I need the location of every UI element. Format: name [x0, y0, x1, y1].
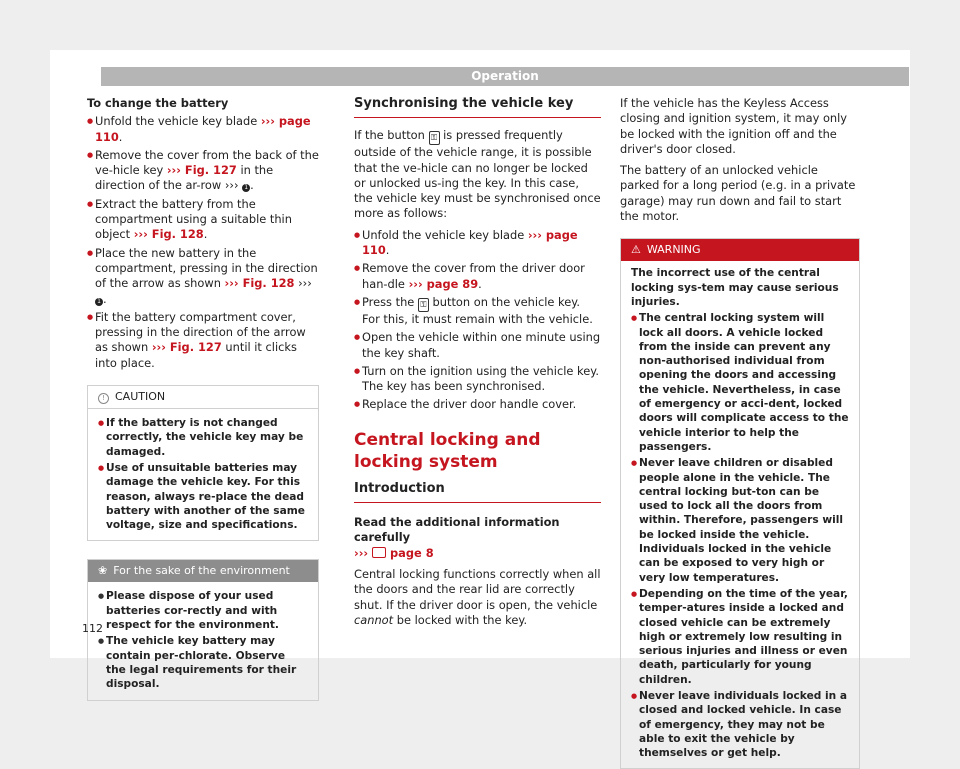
central-locking-paragraph: Central locking functions correctly when all the doors and the rear lid are correctly shut. If the driver door is open, the vehicle cannot be locked with the key. — [354, 566, 601, 627]
list-item: ● Depending on the time of the year, temper-atures inside a locked and closed vehicle can be extremely high or extremely low resulting in serious injuries and illness or even death, particularly for young children. — [631, 587, 849, 687]
figure-link[interactable]: ››› Fig. 128 — [133, 227, 204, 242]
read-more-note: Read the additional information carefully ››› page 8 — [354, 515, 560, 560]
caution-header: ! CAUTION — [88, 386, 318, 409]
list-item: ● Never leave individuals locked in a closed and locked vehicle. In case of emergency, they may not be able to exit the vehicle by themselves or get help. — [631, 689, 849, 760]
environment-header: ❀ For the sake of the environment — [88, 560, 318, 582]
list-item: ● Unfold the vehicle key blade ››› page 110. — [87, 114, 319, 145]
battery-paragraph: The battery of an unlocked vehicle parked for a long period (e.g. in a private garage) may run down and fail to start the motor. — [620, 163, 856, 224]
manual-page — [50, 50, 910, 760]
keyless-paragraph: If the vehicle has the Keyless Access closing and ignition system, it may only be locked with the ignition off and the driver's door closed. — [620, 96, 848, 156]
list-item: ● Unfold the vehicle key blade ››› page 110. — [354, 228, 601, 259]
page-link[interactable]: ››› page 110 — [362, 227, 578, 258]
caution-body — [88, 409, 318, 540]
environment-box — [87, 559, 319, 700]
warning-box — [620, 238, 860, 769]
list-item: ● If the battery is not changed correctly, the vehicle key may be damaged. — [98, 416, 308, 459]
figure-link[interactable]: ››› Fig. 127 — [166, 163, 237, 178]
warning-header: ⚠ WARNING — [621, 239, 859, 261]
list-item: ● Open the vehicle within one minute using the key shaft. — [354, 330, 601, 361]
book-icon — [372, 547, 386, 558]
key-button-icon: ⚿ — [429, 131, 440, 145]
list-item: ● Extract the battery from the compartment using a suitable thin object ››› Fig. 128. — [87, 197, 319, 243]
list-item: ● Replace the driver door handle cover. — [354, 397, 601, 412]
list-item: ● The central locking system will lock all doors. A vehicle locked from the inside can prevent any non-authorised individual from opening the doors and accessing the vehicle. Nevertheless, in case of emergency or acci-dent, locked doors will complicate access to the vehicle interior to help the passengers. — [631, 311, 849, 454]
figure-link[interactable]: ››› Fig. 127 — [151, 340, 222, 355]
list-item: ● Use of unsuitable batteries may damage the vehicle key. For this reason, always re-place the dead battery with another of the same voltage, size and specifications. — [98, 461, 308, 532]
page-link[interactable]: ››› page 8 — [354, 545, 434, 560]
warning-triangle-icon: ⚠ — [631, 243, 641, 257]
list-item: ● Remove the cover from the back of the ve-hicle key ››› Fig. 127 in the direction of the ar-row ››› 1 . — [87, 148, 319, 194]
chapter-title: Central locking and locking system — [354, 429, 541, 472]
list-item: ● Place the new battery in the compartment, pressing in the direction of the arrow as shown ››› Fig. 128 ››› 1 . — [87, 246, 319, 307]
leaf-icon: ❀ — [98, 564, 108, 578]
section-header: Operation — [101, 67, 909, 86]
callout-marker-icon: 1 — [95, 298, 103, 306]
column-middle — [354, 96, 601, 628]
intro-paragraph: If the button ⚿ is pressed frequently outside of the vehicle range, it is possible that the ve-hicle can no longer be locked or unlocked us-ing the key. In this case, the vehicle key must be synchronised once more as follows: — [354, 128, 601, 221]
column-right — [620, 96, 860, 769]
figure-link[interactable]: ››› Fig. 128 — [224, 276, 295, 291]
key-button-icon: ⚿ — [418, 298, 429, 312]
warning-intro: The incorrect use of the central locking sys-tem may cause serious injuries. — [631, 267, 839, 308]
warning-body — [621, 261, 859, 768]
list-item: ● Please dispose of your used batteries cor-rectly and with respect for the environment. — [98, 589, 308, 632]
column-left — [87, 96, 319, 701]
page-link[interactable]: ››› page 89 — [408, 276, 479, 291]
list-item: ● Never leave children or disabled people alone in the vehicle. The central locking but-ton can be used to lock all the doors from within. Therefore, passengers will be locked inside the vehicle. Individuals locked in the vehicle can be exposed to very high or very low temperatures. — [631, 456, 849, 585]
caution-icon: ! — [98, 393, 109, 404]
page-link[interactable]: ››› page 110 — [95, 114, 311, 144]
list-item: ● Turn on the ignition using the vehicle key. The key has been synchronised. — [354, 364, 601, 395]
callout-marker-icon: 1 — [242, 184, 250, 192]
page-number: 112 — [82, 622, 103, 635]
subsection-title: Introduction — [354, 481, 601, 503]
list-item: ● The vehicle key battery may contain per-chlorate. Observe the legal requirements for their disposal. — [98, 634, 308, 691]
list-item: ● Remove the cover from the driver door han-dle ››› page 89. — [354, 261, 601, 292]
environment-body — [88, 582, 318, 699]
section-title: Synchronising the vehicle key — [354, 96, 601, 118]
list-item: ● Press the ⚿ button on the vehicle key. For this, it must remain with the vehicle. — [354, 295, 601, 327]
caution-box — [87, 385, 319, 541]
list-item: ● Fit the battery compartment cover, pressing in the direction of the arrow as shown ››› Fig. 127 until it clicks into place. — [87, 310, 319, 371]
battery-heading: To change the battery — [87, 96, 229, 110]
